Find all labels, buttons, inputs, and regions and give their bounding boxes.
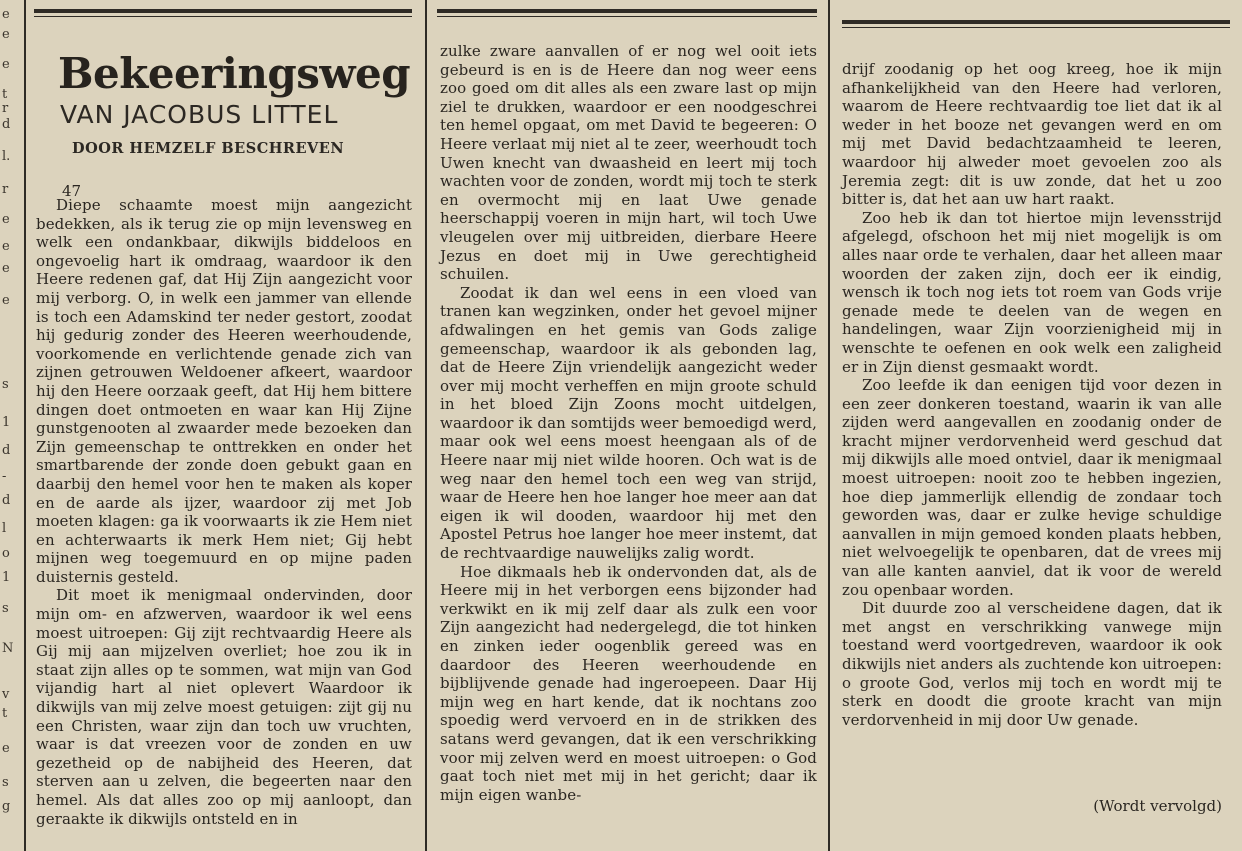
continued-note: (Wordt vervolgd) — [1093, 797, 1222, 815]
top-rule — [34, 9, 412, 13]
paragraph: drijf zoodanig op het oog kreeg, hoe ik mijn afhankelijkheid van den Heere had verloren, waarom de Heere rechtvaardig toe liet dat ik al weder in het booze net gevangen werd en om mij met David bedachtzaamheid te leeren, waardoor hij alweder moet gevoelen zoo als Jeremia zegt: dit is uw zonde, dat het u zoo bitter is, dat het aan uw hart raakt. — [842, 60, 1222, 209]
margin-fragment: l — [2, 521, 7, 536]
margin-fragment: e — [2, 239, 10, 254]
column-rule — [828, 0, 830, 851]
text-column-2 — [440, 42, 817, 804]
paragraph: Hoe dikmaals heb ik ondervonden dat, als de Heere mij in het verborgen eens bijzonder had verkwikt en ik mij zelf daar als zulk een voor Zijn aangezicht had nedergelegd, die tot hinken en zinken ieder oogenblik gereed was en daardoor des Heeren weerhoudende en bijblijvende genade had ingeroepeen. Daar Hij mijn weg en hart kende, dat ik nochtans zoo spoedig werd vervoerd en in de strikken des satans werd gevangen, dat ik een verschrikking voor mij zelven werd en moest uitroepen: o God gaat toch niet met mij in het gericht; daar ik mijn eigen wanbe- — [440, 562, 817, 804]
margin-fragment: d — [2, 443, 11, 458]
margin-fragment: s — [2, 377, 9, 392]
article-subtitle: VAN JACOBUS LITTEL — [60, 100, 339, 129]
adjacent-column-fragment — [0, 0, 24, 851]
column-rule — [24, 0, 26, 851]
margin-fragment: e — [2, 212, 10, 227]
margin-fragment: e — [2, 741, 10, 756]
margin-fragment: e — [2, 27, 10, 42]
margin-fragment: e — [2, 7, 10, 22]
article-byline: DOOR HEMZELF BESCHREVEN — [72, 140, 345, 157]
margin-fragment: o — [2, 546, 10, 561]
paragraph: Zoo heb ik dan tot hiertoe mijn levensstrijd afgelegd, ofschoon het mij niet mogelijk is om alles naar orde te verhalen, daar het alleen maar woorden der zaken zijn, doch eer ik eindig, wensch ik toch nog iets tot roem van Gods vrije genade mede te deelen van de wegen en handelingen, waar Zijn voorzienigheid mij in wenschte te oefenen en ook welk een zaligheid er in Zijn dienst gesmaakt wordt. — [842, 208, 1222, 376]
margin-fragment: d — [2, 117, 11, 132]
margin-fragment: e — [2, 261, 10, 276]
margin-fragment: g — [2, 799, 11, 814]
paragraph: Dit duurde zoo al verscheidene dagen, dat ik met angst en verschrikking vanwege mijn toestand werd voortgedreven, waardoor ik ook dikwijls niet anders als zuchtende kon uitroepen: o groote God, verlos mij toch en wordt mij te sterk en doodt die groote kracht van mijn verdorvenheid in mij door Uw genade. — [842, 599, 1222, 729]
margin-fragment: s — [2, 775, 9, 790]
paragraph: zulke zware aanvallen of er nog wel ooit iets gebeurd is en is de Heere dan nog weer eens zoo goed om dit alles als een zware last op mijn ziel te drukken, waardoor er een noodgeschrei ten hemel opgaat, om met David te begeeren: O Heere verlaat mij niet al te zeer, weerhoudt toch Uwen knecht van dwaasheid en leert mij toch wachten voor de zonden, wordt mij toch te sterk en overmocht mij en laat Uwe genade heerschappij voeren in mijn hart, wil toch Uwe vleugelen over mij uitbreiden, dierbare Heere Jezus en doet mij in Uwe gerechtigheid schuilen. — [440, 42, 817, 284]
paragraph: Zoo leefde ik dan eenigen tijd voor dezen in een zeer donkeren toestand, waarin ik van alle zijden werd aangevallen en zoodanig onder de kracht mijner verdorvenheid werd geschud dat mij dikwijls alle moed ontviel, daar ik menigmaal moest uitroepen: nooit zoo te hebben ingezien, hoe diep jammerlijk ellendig de zondaar toch geworden was, daar er zulke hevige schuldige aanvallen in mijn gemoed konden plaats hebben, niet welvoegelijk te openbaren, dat de vrees mij van alle kanten aanviel, dat ik voor de wereld zou openbaar worden. — [842, 376, 1222, 599]
paragraph: Dit moet ik menigmaal ondervinden, door mijn om- en afzwerven, waardoor ik wel eens moest uitroepen: Gij zijt rechtvaardig Heere als Gij mij aan mijzelven overliet; hoe zou ik in staat zijn alles op te sommen, wat mijn van God vijandig hart al niet oplevert Waardoor ik dikwijls van mij zelve moest getuigen: zijt gij nu een Christen, waar zijn dan toch uw vruchten, waar is dat vreezen voor de zonden en uw gezetheid op de nabijheid des Heeren, dat sterven aan u zelven, die begeerten naar den hemel. Als dat alles zoo op mij aanloopt, dan geraakte ik dikwijls ontsteld en in — [36, 586, 412, 828]
margin-fragment: l. — [2, 149, 11, 164]
margin-fragment: e — [2, 293, 10, 308]
margin-fragment: r — [2, 101, 9, 116]
margin-fragment: 1 — [2, 570, 11, 585]
top-rule — [437, 9, 817, 13]
margin-fragment: s — [2, 601, 9, 616]
paragraph: Zoodat ik dan wel eens in een vloed van tranen kan wegzinken, onder het gevoel mijner afdwalingen en het gemis van Gods zalige gemeenschap, waardoor ik als gebonden lag, dat de Heere Zijn vriendelijk aangezicht weder over mij mocht verheffen en mijn groote schuld in het bloed Zijn Zoons mocht uitdelgen, waardoor ik dan somtijds weer bemoedigd werd, maar ook wel eens moest heengaan als of de Heere naar mij niet wilde hooren. Och wat is de weg naar den hemel toch een weg van strijd, waar de Heere hen hoe langer hoe meer aan dat eigen ik wil dooden, waardoor hij met den Apostel Petrus hoe langer hoe meer instemt, dat de rechtvaardige nauwelijks zalig wordt. — [440, 283, 817, 563]
top-rule — [437, 16, 817, 17]
top-rule — [842, 27, 1230, 28]
text-column-3 — [842, 60, 1222, 729]
installment-number: 47 — [62, 182, 82, 200]
paragraph: Diepe schaamte moest mijn aangezicht bedekken, als ik terug zie op mijn levensweg en welk een ondankbaar, dikwijls biddeloos en ongevoelig hart ik omdraag, waardoor ik den Heere redenen gaf, dat Hij Zijn aangezicht voor mij verborg. O, in welk een jammer van ellende is toch een Adamskind ter neder gestort, zoodat hij gedurig zonder des Heeren weerhoudende, voorkomende en verlichtende genade zich van zijnen getrouwen Weldoener afkeert, waardoor hij den Heere oorzaak geeft, dat Hij hem bittere dingen doet ontmoeten en waar kan Hij Zijne gunstgenooten al zwaarder mede bezoeken dan Zijn gemeenschap te onttrekken en onder het smartbarende der zonde doen gebukt gaan en daarbij den hemel voor hen te maken als koper en de aarde als ijzer, waardoor zij met Job moeten klagen: ga ik voorwaarts ik zie Hem niet en achterwaarts ik merk Hem niet; Gij hebt mijnen weg toegemuurd en op mijne paden duisternis gesteld. — [36, 196, 412, 586]
column-rule — [425, 0, 427, 851]
article-title: Bekeeringsweg — [58, 49, 411, 98]
margin-fragment: r — [2, 182, 9, 197]
margin-fragment: N — [2, 641, 14, 656]
text-column-1 — [36, 196, 412, 828]
top-rule — [34, 16, 412, 17]
margin-fragment: d — [2, 493, 11, 508]
margin-fragment: e — [2, 57, 10, 72]
margin-fragment: 1 — [2, 415, 11, 430]
margin-fragment: t — [2, 87, 8, 102]
margin-fragment: - — [2, 469, 7, 484]
margin-fragment: t — [2, 706, 8, 721]
top-rule — [842, 20, 1230, 24]
margin-fragment: v — [2, 687, 10, 702]
